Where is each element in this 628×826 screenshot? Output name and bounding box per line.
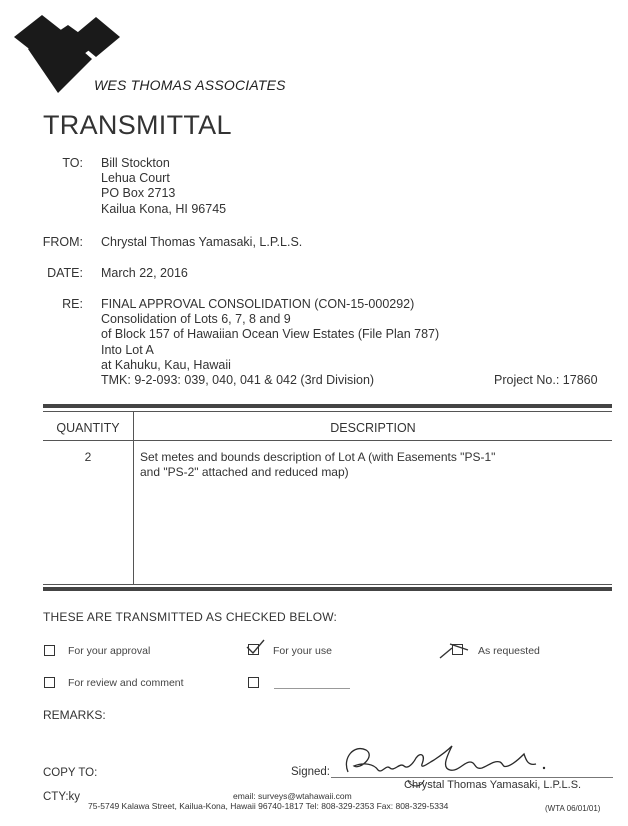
- to-address: [101, 156, 226, 217]
- checkbox-approval[interactable]: [44, 645, 55, 656]
- remarks-label: REMARKS:: [43, 708, 106, 722]
- checkbox-review[interactable]: [44, 677, 55, 688]
- re-line: of Block 157 of Hawaiian Ocean View Estates (File Plan 787): [101, 327, 440, 342]
- date-value: March 22, 2016: [101, 266, 188, 280]
- table-header-rule: [43, 440, 612, 441]
- signed-label: Signed:: [291, 766, 331, 778]
- address-line: Lehua Court: [101, 171, 170, 186]
- checkbox-review-label: For review and comment: [68, 677, 184, 689]
- description-header: DESCRIPTION: [330, 421, 416, 435]
- checkbox-approval-label: For your approval: [68, 645, 151, 657]
- address-line: Bill Stockton: [101, 156, 170, 170]
- table-bottom-rule-thin: [43, 584, 612, 585]
- row-quantity: 2: [84, 450, 92, 464]
- checkbox-other-blank: [274, 688, 350, 689]
- table-bottom-rule: [43, 587, 612, 591]
- date-label: DATE:: [47, 266, 83, 280]
- checkbox-your-use-label: For your use: [273, 645, 332, 657]
- row-description: [140, 450, 495, 479]
- footer-address: 75-5749 Kalawa Street, Kailua-Kona, Hawaii 96740-1817 Tel: 808-329-2353 Fax: 808-329-5334: [88, 801, 449, 811]
- checkbox-other[interactable]: [248, 677, 259, 688]
- from-value: Chrystal Thomas Yamasaki, L.P.L.S.: [101, 235, 303, 249]
- table-top-rule: [43, 404, 612, 408]
- quantity-header: QUANTITY: [56, 421, 120, 435]
- form-code: (WTA 06/01/01): [545, 804, 601, 813]
- project-label: Project No.:: [494, 373, 560, 387]
- checkbox-as-requested-label: As requested: [478, 645, 540, 657]
- re-line: Into Lot A: [101, 342, 154, 357]
- footer-email: email: surveys@wtahawaii.com: [233, 791, 352, 801]
- re-line: at Kahuku, Kau, Hawaii: [101, 357, 231, 372]
- document-title: TRANSMITTAL: [43, 110, 232, 140]
- re-lines: [101, 297, 439, 388]
- project-number: [494, 373, 598, 387]
- re-line: Consolidation of Lots 6, 7, 8 and 9: [101, 312, 291, 327]
- check-mark-icon: [244, 638, 266, 658]
- check-mark-icon: [438, 638, 472, 660]
- address-line: Kailua Kona, HI 96745: [101, 201, 227, 216]
- company-name: WES THOMAS ASSOCIATES: [94, 77, 286, 93]
- from-label: FROM:: [42, 235, 83, 249]
- copy-to-label: COPY TO:: [43, 767, 98, 779]
- re-line: FINAL APPROVAL CONSOLIDATION (CON-15-000292): [101, 297, 415, 311]
- transmitted-header: THESE ARE TRANSMITTED AS CHECKED BELOW:: [43, 610, 338, 624]
- table-column-divider: [133, 411, 134, 585]
- to-label: TO:: [62, 156, 83, 170]
- description-line: and "PS-2" attached and reduced map): [140, 464, 349, 479]
- re-line: TMK: 9-2-093: 039, 040, 041 & 042 (3rd Division): [101, 373, 375, 388]
- signer-name: Chrystal Thomas Yamasaki, L.P.L.S.: [404, 779, 582, 791]
- table-top-rule-thin: [43, 411, 612, 412]
- initials: CTY:ky: [43, 791, 81, 803]
- re-label: RE:: [62, 297, 83, 311]
- address-line: PO Box 2713: [101, 186, 176, 201]
- signature-line: [331, 777, 613, 778]
- description-line: Set metes and bounds description of Lot A (with Easements "PS-1": [140, 450, 496, 464]
- project-value: 17860: [562, 373, 598, 387]
